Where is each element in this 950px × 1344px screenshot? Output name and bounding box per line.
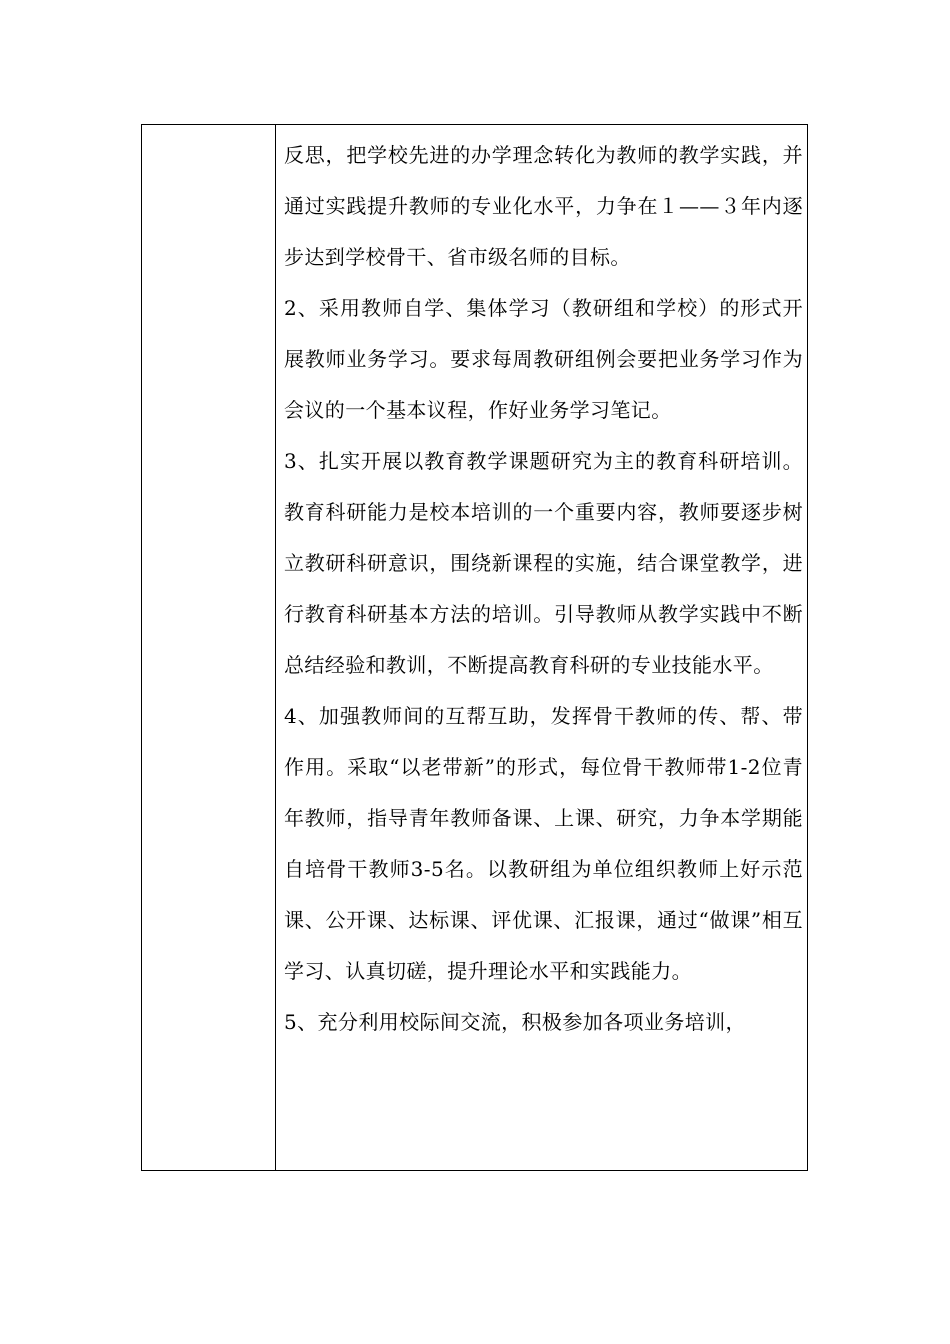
paragraph-item-3: 3、扎实开展以教育教学课题研究为主的教育科研培训。教育科研能力是校本培训的一个重要内容，教师要逐步树立教研科研意识，围绕新课程的实施，结合课堂教学，进行教育科研基本方法的培训。引导教师从教学实践中不断总结经验和教训，不断提高教育科研的专业技能水平。 [284,449,803,677]
paragraph-item-5: 5、充分利用校际间交流，积极参加各项业务培训， [284,1010,746,1034]
document-table [141,124,808,1171]
table-left-cell [142,125,276,1170]
paragraph-item-4: 4、加强教师间的互帮互助，发挥骨干教师的传、帮、带作用。采取“以老带新”的形式，每位骨干教师带1-2位青年教师，指导青年教师备课、上课、研究，力争本学期能自培骨干教师3-5名。以教研组为单位组织教师上好示范课、公开课、达标课、评优课、汇报课，通过“做课”相互学习、认真切磋，提升理论水平和实践能力。 [284,704,803,983]
paragraph-continuation: 反思，把学校先进的办学理念转化为教师的教学实践，并通过实践提升教师的专业化水平，力争在１——３年内逐步达到学校骨干、省市级名师的目标。 [284,143,803,269]
table-content-cell [276,125,807,1170]
paragraph-item-2: 2、采用教师自学、集体学习（教研组和学校）的形式开展教师业务学习。要求每周教研组例会要把业务学习作为会议的一个基本议程，作好业务学习笔记。 [284,296,803,422]
